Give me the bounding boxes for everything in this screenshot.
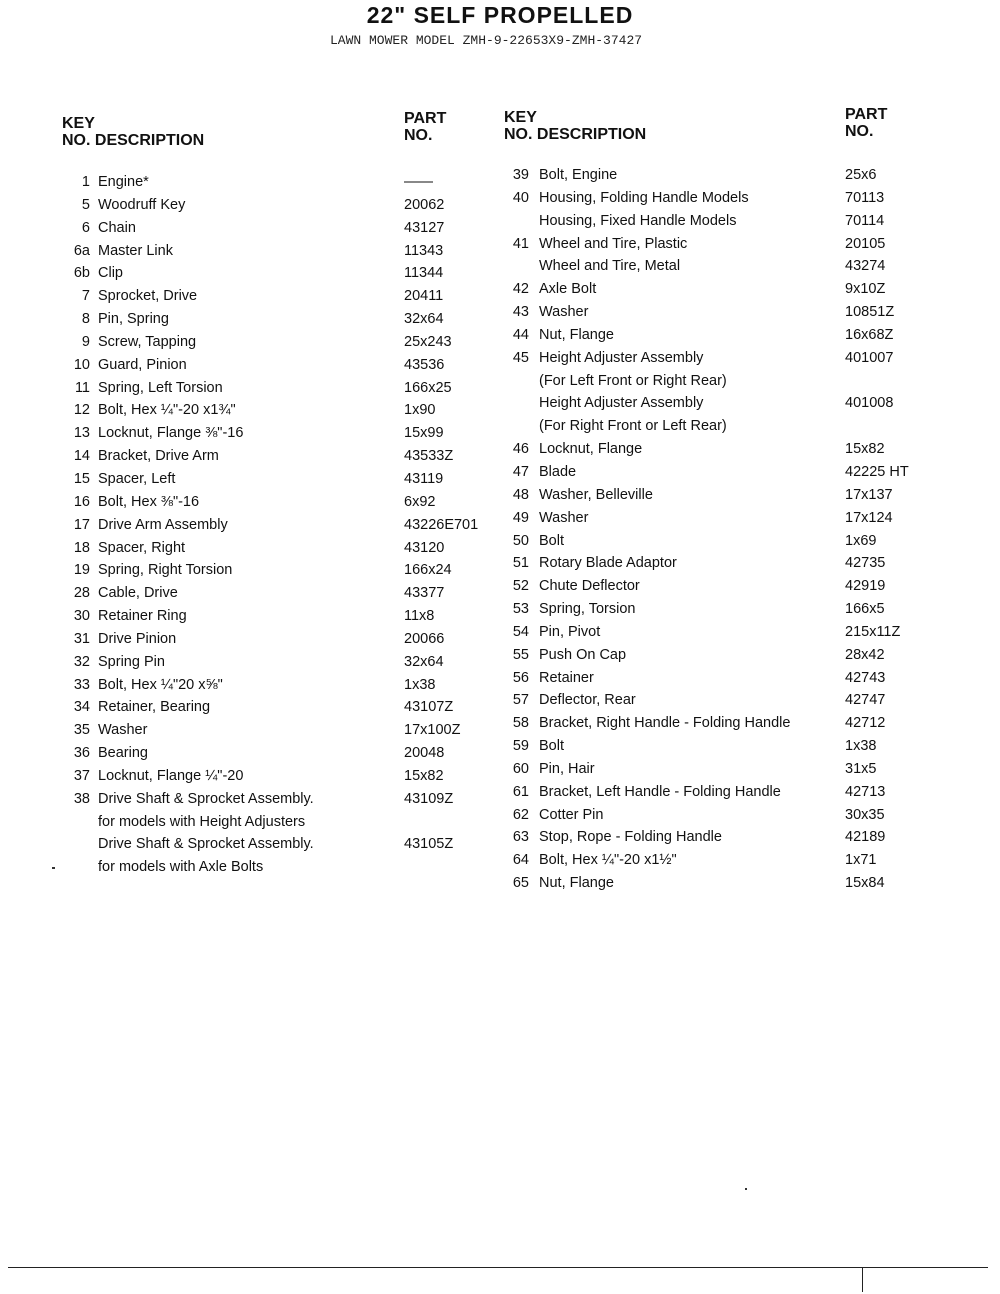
part-description: Washer	[539, 304, 589, 321]
key-number: 55	[512, 646, 529, 663]
left-part-header: PART	[404, 110, 447, 127]
part-number: 42189	[845, 829, 886, 846]
parts-row	[0, 464, 1000, 487]
part-number: 42712	[845, 715, 886, 732]
key-number: 36	[73, 745, 90, 762]
part-description: Engine*	[98, 174, 149, 190]
part-description: Stop, Rope - Folding Handle	[539, 829, 722, 846]
part-number: 43274	[845, 258, 886, 275]
parts-row	[0, 852, 1000, 875]
part-number: 30x35	[845, 806, 885, 823]
parts-row	[0, 692, 1000, 715]
parts-row	[0, 373, 1000, 396]
part-description: Spring, Torsion	[539, 601, 636, 618]
key-number: 57	[512, 692, 529, 709]
part-description: Chain	[98, 219, 136, 236]
part-number: 70113	[845, 189, 885, 206]
part-description: Wheel and Tire, Plastic	[539, 235, 688, 252]
part-description: Pin, Spring	[98, 311, 169, 328]
key-number: 12	[73, 402, 90, 419]
part-number: 11x8	[404, 608, 435, 625]
part-description: Bolt, Hex ¼"-20 x1½"	[539, 852, 677, 869]
key-number: 44	[512, 326, 529, 343]
part-description: Bracket, Right Handle - Folding Handle	[539, 715, 791, 732]
parts-row	[0, 281, 1000, 304]
key-number: 19	[73, 562, 90, 579]
right-key-header: KEY	[504, 109, 537, 126]
part-number: 43120	[404, 539, 445, 556]
part-number: 20411	[404, 288, 444, 305]
left-key-header: KEY	[62, 115, 95, 132]
part-description: Push On Cap	[539, 646, 627, 663]
key-number: 63	[512, 829, 529, 846]
left-part-no-header: NO.	[404, 127, 433, 144]
part-description: Housing, Fixed Handle Models	[539, 212, 737, 229]
part-description: Retainer, Bearing	[98, 699, 211, 716]
part-number: 1x38	[845, 738, 877, 755]
key-number: 8	[81, 311, 90, 328]
parts-row	[0, 829, 1000, 852]
part-description: Retainer	[539, 669, 594, 686]
parts-row	[0, 555, 1000, 578]
part-description: Washer	[539, 509, 589, 526]
part-number: 42225 HT	[845, 463, 909, 480]
key-number: 18	[73, 539, 90, 556]
part-number: 15x82	[404, 767, 444, 784]
part-number: 166x24	[404, 562, 452, 579]
part-description: Deflector, Rear	[539, 692, 636, 709]
part-description: Cotter Pin	[539, 806, 604, 823]
key-number: 38	[73, 790, 90, 807]
key-number: 10	[73, 356, 90, 373]
key-number: 6	[81, 219, 90, 236]
part-number: 42747	[845, 692, 886, 709]
key-number: 58	[512, 715, 529, 732]
part-number: 25x243	[404, 333, 452, 350]
parts-row	[0, 258, 1000, 281]
part-number: 25x6	[845, 167, 877, 183]
part-number: 32x64	[404, 653, 444, 670]
part-number: 10851Z	[845, 304, 895, 321]
parts-row	[0, 624, 1000, 647]
parts-row	[0, 418, 1000, 441]
parts-row	[0, 715, 1000, 738]
model-subtitle: LAWN MOWER MODEL ZMH-9-22653X9-ZMH-37427	[330, 33, 643, 48]
part-number: 1x38	[404, 676, 436, 693]
part-number: 20062	[404, 196, 445, 213]
part-number: ——	[404, 174, 433, 190]
key-number: 14	[73, 448, 90, 465]
page-title: 22" SELF PROPELLED	[366, 2, 634, 28]
part-description: Chute Deflector	[539, 578, 640, 595]
part-description: Spring, Left Torsion	[98, 379, 223, 396]
key-number: 11	[74, 379, 90, 396]
key-number: 61	[512, 783, 529, 800]
key-number: 62	[512, 806, 529, 823]
part-number: 17x124	[845, 509, 893, 526]
scan-speck	[745, 1188, 747, 1190]
part-description: Bolt, Hex ¼"-20 x1¾"	[98, 402, 236, 419]
part-description: Washer, Belleville	[539, 486, 653, 503]
right-no-description-header: NO. DESCRIPTION	[504, 126, 647, 143]
part-description: Height Adjuster Assembly	[539, 395, 704, 412]
key-number: 51	[512, 555, 529, 572]
part-number: 43377	[404, 585, 445, 602]
part-number: 31x5	[845, 760, 877, 777]
part-description: Locknut, Flange	[539, 441, 643, 458]
part-description: Woodruff Key	[98, 196, 186, 213]
part-description: Cable, Drive	[98, 585, 178, 602]
part-description: Bearing	[98, 745, 148, 762]
part-number: 70114	[845, 212, 885, 229]
parts-row	[0, 510, 1000, 533]
parts-row	[0, 670, 1000, 693]
key-number: 52	[512, 578, 529, 595]
key-number: 32	[73, 653, 90, 670]
part-description: Bolt, Engine	[539, 167, 618, 183]
part-description: Locknut, Flange ¼"-20	[98, 767, 244, 784]
key-number: 6b	[73, 265, 90, 282]
key-number: 31	[73, 630, 90, 647]
key-number: 39	[512, 167, 529, 183]
parts-row	[0, 327, 1000, 350]
part-description: Housing, Folding Handle Models	[539, 189, 749, 206]
part-number: 401008	[845, 395, 894, 412]
part-description: Nut, Flange	[539, 326, 614, 343]
right-part-no-header: NO.	[845, 123, 874, 140]
part-description: Locknut, Flange ⅜"-16	[98, 425, 244, 442]
part-number: 43226E701	[404, 516, 479, 533]
key-number: 17	[73, 516, 90, 533]
parts-row	[0, 761, 1000, 784]
scan-speck	[52, 867, 55, 869]
key-number: 37	[73, 767, 90, 784]
key-number: 16	[73, 493, 90, 510]
part-description: Drive Shaft & Sprocket Assembly.	[98, 790, 314, 807]
right-parts-list	[0, 167, 1000, 898]
part-description: for models with Axle Bolts	[98, 859, 264, 876]
part-description: Sprocket, Drive	[98, 288, 198, 305]
key-number: 47	[512, 463, 529, 480]
parts-row	[0, 190, 1000, 213]
part-description: Rotary Blade Adaptor	[539, 555, 677, 572]
parts-row	[0, 647, 1000, 670]
part-description: Spacer, Left	[98, 470, 176, 487]
bottom-rule	[8, 1267, 988, 1268]
part-description: for models with Height Adjusters	[98, 813, 306, 830]
part-description: Spring Pin	[98, 653, 165, 670]
key-number: 54	[512, 623, 529, 640]
key-number: 45	[512, 349, 529, 366]
part-description: Nut, Flange	[539, 875, 614, 892]
key-number: 6a	[73, 242, 90, 259]
part-description: Bolt	[539, 532, 564, 549]
key-number: 59	[512, 738, 529, 755]
part-number: 43109Z	[404, 790, 454, 807]
part-description: Bolt, Hex ⅜"-16	[98, 493, 200, 510]
part-description: Bolt	[539, 738, 564, 755]
part-number: 20105	[845, 235, 886, 252]
parts-row	[0, 236, 1000, 259]
part-description: Bolt, Hex ¼"20 x⅝"	[98, 676, 223, 693]
parts-row	[0, 875, 1000, 898]
part-number: 166x5	[845, 601, 885, 618]
part-number: 42919	[845, 578, 886, 595]
part-number: 20066	[404, 630, 445, 647]
part-number: 42735	[845, 555, 886, 572]
key-number: 56	[512, 669, 529, 686]
parts-row	[0, 533, 1000, 556]
part-description: Retainer Ring	[98, 608, 187, 625]
key-number: 42	[512, 281, 529, 298]
part-number: 32x64	[404, 311, 444, 328]
part-description: Guard, Pinion	[98, 356, 187, 373]
part-number: 15x84	[845, 875, 885, 892]
key-number: 49	[512, 509, 529, 526]
part-number: 9x10Z	[845, 281, 886, 298]
part-description: Spacer, Right	[98, 539, 186, 556]
part-number: 17x100Z	[404, 722, 461, 739]
parts-row	[0, 350, 1000, 373]
right-part-header: PART	[845, 106, 888, 123]
part-number: 28x42	[845, 646, 885, 663]
parts-row	[0, 167, 1000, 190]
part-number: 11344	[404, 265, 444, 282]
key-number: 1	[81, 174, 90, 190]
key-number: 30	[73, 608, 90, 625]
part-description: Spring, Right Torsion	[98, 562, 233, 579]
part-number: 1x90	[404, 402, 436, 419]
parts-row	[0, 784, 1000, 807]
part-description: (For Right Front or Left Rear)	[539, 418, 727, 435]
parts-row	[0, 578, 1000, 601]
key-number: 41	[512, 235, 529, 252]
key-number: 60	[512, 760, 529, 777]
part-description: Bracket, Left Handle - Folding Handle	[539, 783, 781, 800]
part-number: 15x82	[845, 441, 885, 458]
bottom-tick	[862, 1268, 863, 1292]
parts-row	[0, 738, 1000, 761]
part-description: Drive Pinion	[98, 630, 177, 647]
parts-row	[0, 487, 1000, 510]
part-number: 16x68Z	[845, 326, 894, 343]
parts-row	[0, 395, 1000, 418]
part-description: Wheel and Tire, Metal	[539, 258, 681, 275]
parts-row	[0, 304, 1000, 327]
part-number: 43105Z	[404, 836, 454, 853]
part-number: 11343	[404, 242, 444, 259]
parts-row	[0, 601, 1000, 624]
part-number: 6x92	[404, 493, 436, 510]
part-description: Bracket, Drive Arm	[98, 448, 219, 465]
key-number: 9	[81, 333, 90, 350]
part-number: 17x137	[845, 486, 893, 503]
part-description: Clip	[98, 265, 123, 282]
key-number: 28	[73, 585, 90, 602]
key-number: 65	[512, 875, 529, 892]
parts-row	[0, 807, 1000, 830]
part-description: Drive Arm Assembly	[98, 516, 228, 533]
key-number: 35	[73, 722, 90, 739]
key-number: 13	[73, 425, 90, 442]
part-description: Pin, Pivot	[539, 623, 601, 640]
part-number: 43533Z	[404, 448, 454, 465]
part-number: 166x25	[404, 379, 452, 396]
key-number: 7	[81, 288, 90, 305]
part-number: 42743	[845, 669, 886, 686]
left-no-description-header: NO. DESCRIPTION	[62, 132, 205, 149]
part-description: Blade	[539, 463, 577, 480]
part-number: 43127	[404, 219, 445, 236]
parts-row	[0, 213, 1000, 236]
key-number: 50	[512, 532, 529, 549]
key-number: 34	[73, 699, 90, 716]
key-number: 53	[512, 601, 529, 618]
part-number: 15x99	[404, 425, 444, 442]
part-number: 43107Z	[404, 699, 454, 716]
part-number: 1x71	[845, 852, 877, 869]
parts-row	[0, 441, 1000, 464]
key-number: 33	[73, 676, 90, 693]
key-number: 64	[512, 852, 529, 869]
part-number: 1x69	[845, 532, 877, 549]
key-number: 48	[512, 486, 529, 503]
part-description: Master Link	[98, 242, 173, 259]
part-description: (For Left Front or Right Rear)	[539, 372, 727, 389]
part-number: 43119	[404, 470, 444, 487]
part-number: 215x11Z	[845, 623, 901, 640]
part-description: Pin, Hair	[539, 760, 595, 777]
part-description: Washer	[98, 722, 148, 739]
key-number: 40	[512, 189, 529, 206]
part-number: 401007	[845, 349, 894, 366]
part-number: 20048	[404, 745, 445, 762]
part-description: Screw, Tapping	[98, 333, 197, 350]
part-number: 42713	[845, 783, 886, 800]
key-number: 46	[512, 441, 529, 458]
part-description: Height Adjuster Assembly	[539, 349, 704, 366]
part-number: 43536	[404, 356, 445, 373]
part-description: Drive Shaft & Sprocket Assembly.	[98, 836, 314, 853]
key-number: 15	[73, 470, 90, 487]
part-description: Axle Bolt	[539, 281, 597, 298]
key-number: 5	[81, 196, 90, 213]
key-number: 43	[512, 304, 529, 321]
